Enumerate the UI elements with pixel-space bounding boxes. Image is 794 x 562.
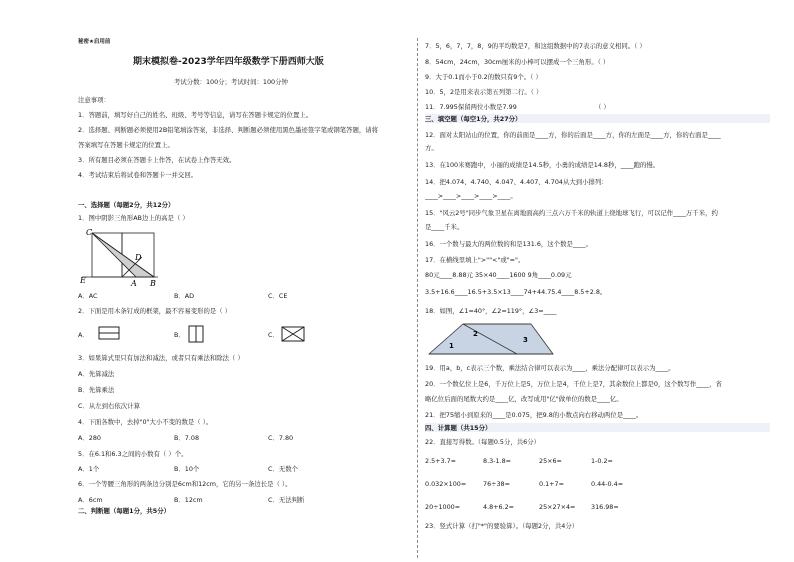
question-text: 21．把75缩小到原来的____是0.075，把9.8的小数点向右移动两位是____。 xyxy=(425,411,643,419)
calc-cell: 20÷1000= xyxy=(425,503,461,511)
question-text: 8．54cm，24cm，30cm厘米的小棒可以摆成一个三角形。（ ） xyxy=(425,58,610,66)
frame-vertical-bar-icon xyxy=(188,325,204,343)
section-heading: 三、填空题（每空1分，共27分） xyxy=(425,115,522,123)
answer-paren: （ ） xyxy=(595,103,610,111)
question-text: 方。 xyxy=(425,144,438,152)
question-text: 16．一个数与最大的两位数的和是131.6，这个数是____。 xyxy=(425,240,593,248)
question-text: 3．如果算式里只有加法和减法，或者只有乘法和除法（ ） xyxy=(78,354,244,362)
exam-info: 考试分数：100分；考试时间：100分钟 xyxy=(174,78,288,86)
angle-label: 2 xyxy=(473,330,478,338)
option: C．从左到右依次计算 xyxy=(78,402,140,410)
question-text: 7．5，6，7，7，8，9的平均数是7，和这组数据中的7表示的意义相同。（ ） xyxy=(425,42,646,50)
option: C． xyxy=(268,331,279,339)
calc-cell: 8.3-1.8= xyxy=(483,457,511,465)
secret-mark: 秘密★启用前 xyxy=(78,39,111,45)
option: A．6cm xyxy=(78,496,103,504)
option: A． xyxy=(78,331,89,339)
question-text: 是____千米。 xyxy=(425,223,464,231)
question-text: 4．下面各数中，去掉"0"大小不变的数是（ ）。 xyxy=(78,418,213,426)
question-text: 19．用a，b，c表示三个数，乘法结合律可以表示为____，乘法分配律可以表示为____。 xyxy=(425,364,675,372)
calc-cell: 4.8+6.2= xyxy=(483,503,515,511)
option: C．7.80 xyxy=(268,434,294,442)
question-text: 15．"风云2号"同步气象卫星在离地面高约三点六万千米的轨道上绕地球飞行，可以记作____万千米，约 xyxy=(425,209,718,217)
option: A．先算减法 xyxy=(78,370,115,378)
page-title: 期末模拟卷-2023学年四年级数学下册西师大版 xyxy=(133,57,324,67)
question-text: 80元____8.88元 35×40____1600 9角____0.09元 xyxy=(425,271,572,279)
calc-cell: 0.1+7= xyxy=(539,480,564,488)
frame-horizontal-bar-icon xyxy=(98,326,120,340)
question-text: 略亿位后面的尾数大约是____亿，改写成用"亿"做单位的数是____亿。 xyxy=(425,395,623,403)
option: C．无法判断 xyxy=(268,496,305,504)
question-text: 12．面对太阳站山的位置，你的前面是____方，你的后面是____方，你的左面是____方，你的右面是____ xyxy=(425,131,721,139)
question-text: 5．在6.1和6.3之间的小数有（ ）个。 xyxy=(78,450,188,458)
option: C．CE xyxy=(268,292,288,300)
option: B． xyxy=(174,331,185,339)
question-text: 9．大于0.1而小于0.2的数只有9个。（ ） xyxy=(425,73,542,81)
section-heading: 一、选择题（每题2分，共12分） xyxy=(78,201,175,209)
question-text: 22．直接写得数。（每题0.5分，共6分） xyxy=(425,438,541,446)
question-text: 6．一个等腰三角形的两条边分别是6cm和12cm，它的另一条边长是（ ）。 xyxy=(78,480,292,488)
option: B．12cm xyxy=(174,496,203,504)
calc-cell: 0.032×100= xyxy=(425,480,467,488)
question-text: 2．下面是用木条钉成的框架，最不容易变形的是（ ） xyxy=(78,307,232,315)
right-column xyxy=(425,0,777,562)
question-text: 17．在横线里填上">""<"或"="。 xyxy=(425,256,525,264)
option: B．AD xyxy=(174,292,195,300)
question-text: 20．一个数亿位上是6，千万位上是5，万位上是4，千位上是7，其余数位上都是0，这个数写作____，省 xyxy=(425,380,722,388)
note-item: 3．所有题目必须在答题卡上作答，在试卷上作答无效。 xyxy=(78,156,236,164)
column-divider xyxy=(417,38,418,558)
calc-cell: 0.44-0.4= xyxy=(591,480,624,488)
notes-heading: 注意事项： xyxy=(78,96,110,104)
option: B．7.08 xyxy=(174,434,200,442)
section-heading: 四、计算题（共15分） xyxy=(425,424,492,432)
note-item: 4．考试结束后将试卷和答题卡一并交回。 xyxy=(78,171,198,179)
calc-cell: 25×27×4= xyxy=(539,503,576,511)
question-text: 14．把4.074、4.740、4.047、4.407、4.704从大到小排列： xyxy=(425,178,608,186)
question-text: 10．5，2是用来表示第五列第二行。（ ） xyxy=(425,88,543,96)
figure-label: E xyxy=(80,276,86,285)
option: C．无数个 xyxy=(268,465,299,473)
figure-label: C xyxy=(86,228,93,237)
option: A．AC xyxy=(78,292,98,300)
calc-cell: 76÷38= xyxy=(483,480,510,488)
figure-label: D xyxy=(135,253,142,262)
note-item: 1．答题前，填写好自己的姓名、班级、考号等信息，请写在答题卡规定的位置上。 xyxy=(78,111,313,119)
option: A．280 xyxy=(78,434,101,442)
angle-label: 1 xyxy=(449,342,454,350)
calc-cell: 2.5+3.7= xyxy=(425,457,457,465)
figure-label: A xyxy=(131,279,137,287)
angle-label: 3 xyxy=(523,336,528,344)
calc-cell: 1-0.2= xyxy=(591,457,613,465)
q18-angle-figure xyxy=(427,318,555,358)
option: B．先算乘法 xyxy=(78,386,115,394)
question-text: 1．图中阴影三角形AB边上的高是（ ） xyxy=(78,214,189,222)
question-text: 18．如图，∠1=40°，∠2=119°，∠3=____ xyxy=(425,307,557,315)
figure-label: B xyxy=(150,279,156,287)
question-text: 13．在100米赛跑中，小丽的成绩是14.5秒，小勇的成绩是14.8秒，____跑的慢。 xyxy=(425,161,660,169)
question-text: 11．7.995保留两位小数是7.99 xyxy=(425,103,517,111)
note-item: 答案填写在答题卡规定的位置上。 xyxy=(78,141,174,149)
calc-cell: 25×6= xyxy=(539,457,562,465)
option: B．10个 xyxy=(174,465,200,473)
calc-cell: 316.98= xyxy=(591,503,619,511)
note-item: 2．选择题、判断题必须使用2B铅笔填涂答案，非选择、判断题必须使用黑色墨迹签字笔或钢笔答题，请将 xyxy=(78,126,379,134)
question-text: 3.5+16.6____16.5+3.5×13____74+44.75.4____8.5+2.8。 xyxy=(425,288,607,296)
frame-cross-brace-icon xyxy=(281,326,305,342)
q1-triangle-figure xyxy=(80,225,160,287)
question-text: ____>____>____>____>____。 xyxy=(425,192,517,200)
option: A．1个 xyxy=(78,465,100,473)
question-text: 23．竖式计算（打"*"的要验算）。（每题2分，共4分） xyxy=(425,522,579,530)
left-column xyxy=(78,0,410,562)
section-heading: 二、判断题（每题1分，共5分） xyxy=(78,507,170,515)
